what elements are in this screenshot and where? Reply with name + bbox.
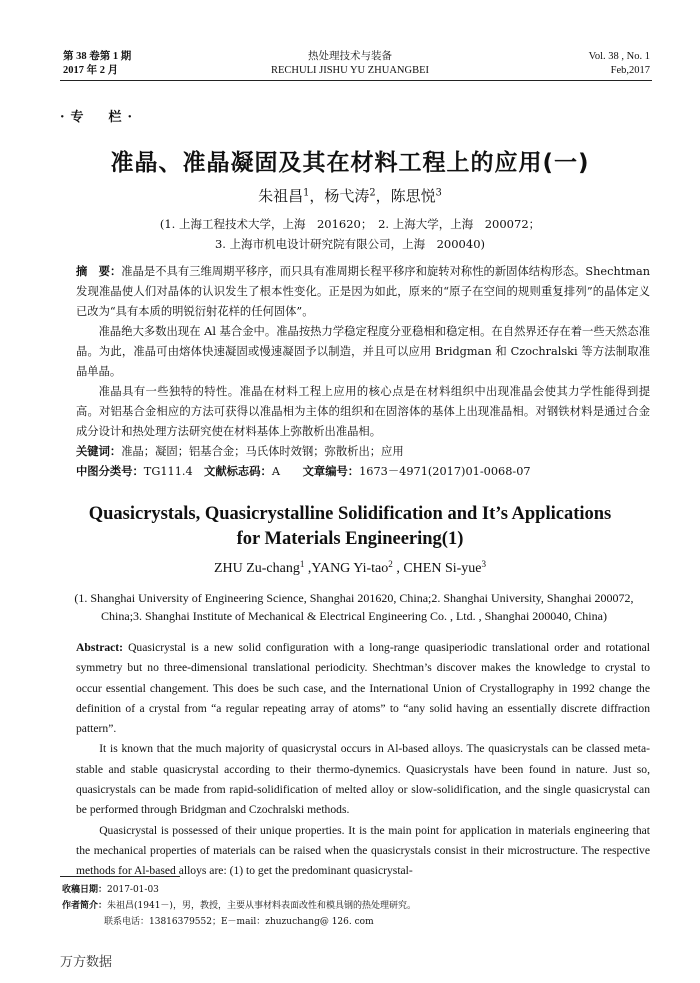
footnote-rule <box>60 876 180 877</box>
en-authors <box>0 561 700 577</box>
header-journal-cn: 热处理技术与装备 <box>308 51 392 62</box>
header-date-en: Feb,2017 <box>610 65 650 76</box>
cn-author-sup: 1 <box>303 187 310 199</box>
cn-title: 准晶、准晶凝固及其在材料工程上的应用(一) <box>110 150 590 176</box>
footnote-author <box>62 900 416 913</box>
cn-keywords-line <box>76 442 650 462</box>
cn-doccode: A <box>271 465 280 478</box>
cn-author-name: 朱祖昌 <box>258 187 304 205</box>
header-rule <box>60 80 652 81</box>
footnote-author-bio: 朱祖昌(1941－)，男，教授，主要从事材料表面改性和模具钢的热处理研究。 <box>107 901 416 911</box>
cn-clc-label: 中图分类号： <box>76 465 144 478</box>
cn-author-sup: 3 <box>435 187 442 199</box>
en-author-sup: 2 <box>388 559 393 569</box>
watermark: 万方数据 <box>60 955 113 970</box>
cn-article-no-label: 文章编号： <box>302 465 360 478</box>
cn-affiliation-line1: (1. 上海工程技术大学，上海 201620； 2. 上海大学，上海 200072； <box>159 217 541 231</box>
footnote-received-label: 收稿日期： <box>62 885 108 895</box>
footnote-received-date: 2017-01-03 <box>107 885 159 895</box>
cn-abstract-text-1: 准晶是不具有三维周期平移序，而只具有准周期长程平移序和旋转对称性的新固体结构形态。Shechtman 发现准晶使人们对晶体的认识发生了根本性变化。正是因为如此，原来的“原子在空间的规则重复排列”的晶体定义已改为“具有本质的明锐衍射花样的任何固体”。 <box>76 265 650 318</box>
cn-article-no: 1673－4971(2017)01-0068-07 <box>359 465 531 478</box>
en-affiliations: (1. Shanghai University of Engineering Science, Shanghai 201620, China;2. Shanghai University, Shanghai 200072, China;3. Shanghai Institute of Mechanical & Electrical Engineering Co. , Ltd. , Shanghai 200040, China) <box>74 591 634 623</box>
header-volume-block <box>63 50 131 78</box>
en-author-name: ZHU Zu-chang <box>213 561 300 576</box>
header-volume-cn: 第 38 卷第 1 期 <box>63 51 132 62</box>
en-abstract-text-1: Quasicrystal is a new solid configuration with a long-range quasiperiodic translational order and rotational symmetry but no three-dimensional translational periodicity. Shechtman’s discover makes the knowledge to crystal to occur essential changement. This does be such case, and the International Union of Crystallography in 1992 change the definition of a crystal from “a regular repeating array of atoms” to “any solid having an essentially discrete diffraction pattern”. <box>76 641 651 736</box>
cn-author-name: 陈思悦 <box>390 187 436 205</box>
en-title-line1: Quasicrystals, Quasicrystalline Solidification and It’s Applications <box>88 504 612 524</box>
en-author-sup: 3 <box>481 559 487 569</box>
en-author-name: YANG Yi-tao <box>311 561 389 576</box>
en-author-name: CHEN Si-yue <box>403 561 482 576</box>
en-author-sup: 1 <box>299 559 305 569</box>
en-abstract-p1 <box>76 638 650 739</box>
cn-keywords-label: 关键词： <box>76 445 122 458</box>
cn-abstract-p3: 准晶具有一些独特的特性。准晶在材料工程上应用的核心点是在材料组织中出现准晶会使其力学性能得到提高。对铝基合金相应的方法可获得以准晶相为主体的组织和在固溶体的基体上出现准晶相。对钢铁材料是通过合金成分设计和热处理方法研究使在材料基体上弥散析出准晶相。 <box>76 385 650 438</box>
cn-abstract-p1 <box>76 262 650 322</box>
header-volume-en-block <box>589 50 650 78</box>
en-abstract-p3: Quasicrystal is possessed of their unique properties. It is the main point for application in materials engineering that the mechanical properties of materials can be raised when the quasicrystals consist in their microstructure. The respective methods for Al-based alloys are: (1) to get the predominant quasicrystal- <box>76 823 650 878</box>
header-volume-en: Vol. 38 , No. 1 <box>588 51 650 62</box>
cn-abstract-label: 摘 要： <box>76 265 122 278</box>
header-journal-pinyin: RECHULI JISHU YU ZHUANGBEI <box>271 65 429 76</box>
footnote-author-label: 作者简介： <box>62 901 108 911</box>
cn-abstract-p2: 准晶绝大多数出现在 Al 基合金中。准晶按热力学稳定程度分亚稳相和稳定相。在自然界还存在着一些天然态准晶。为此，准晶可由熔体快速凝固或慢速凝固予以制造，并且可以应用 Bridgman 和 Czochralski 等方法制取准晶单晶。 <box>76 325 650 378</box>
column-tag: ·专 栏· <box>60 110 139 125</box>
cn-doccode-label: 文献标志码： <box>204 465 272 478</box>
cn-abstract <box>76 262 650 482</box>
cn-classification-line <box>76 462 650 482</box>
cn-author-sep: ， <box>309 187 325 205</box>
en-author-sep: , <box>304 561 312 576</box>
header-date-cn: 2017 年 2 月 <box>63 65 119 76</box>
en-abstract-label: Abstract: <box>76 641 124 654</box>
cn-affiliation-line2: 3. 上海市机电设计研究院有限公司，上海 200040) <box>214 237 485 251</box>
en-title-line2: for Materials Engineering(1) <box>236 529 464 549</box>
footnote-contact: 联系电话：13816379552；E－mail：zhuzuchang@ 126. com <box>104 917 374 927</box>
cn-author-name: 杨弋涛 <box>324 187 370 205</box>
cn-author-sup: 2 <box>369 187 376 199</box>
cn-clc: TG111.4 <box>143 465 193 478</box>
cn-author-sep: ， <box>375 187 391 205</box>
en-abstract-p2: It is known that the much majority of quasicrystal occurs in Al-based alloys. The quasicrystals can be classed meta-stable and stable quasicrystal according to their thermo-dynemics. Quasicrystals have been found in nature. Just so, quasicrystals can be made from rapid-solidification of melted alloy or slow-solidification, and the single quasicrystal can be performed through Bridgman and Czochralski methods. <box>76 742 650 817</box>
footnote-received <box>62 884 159 897</box>
cn-authors <box>0 185 700 206</box>
en-author-sep: , <box>392 561 404 576</box>
en-abstract <box>76 638 650 882</box>
en-title <box>0 502 700 552</box>
cn-keywords: 准晶；凝固；铝基合金；马氏体时效钢；弥散析出；应用 <box>121 445 404 458</box>
header-journal-block <box>230 50 470 78</box>
